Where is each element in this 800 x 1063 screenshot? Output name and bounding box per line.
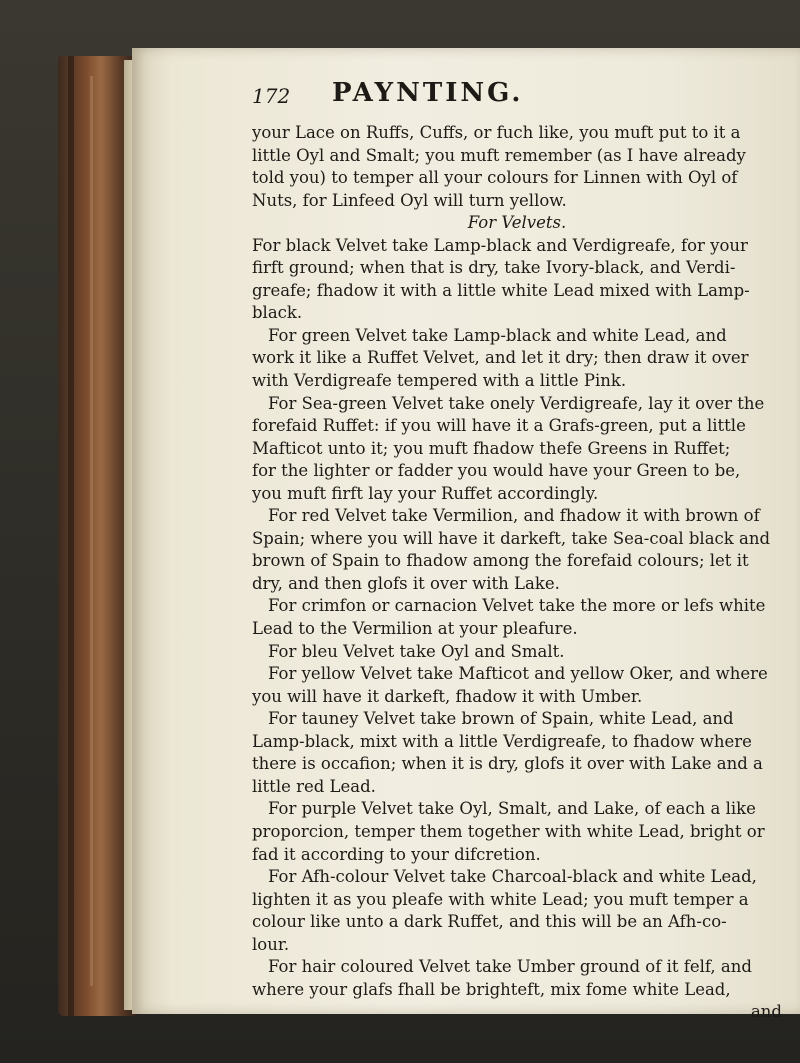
text-line: with Verdigreafe tempered with a little Pink. <box>252 371 627 391</box>
text-line: For hair coloured Velvet take Umber ground of it felf, and <box>268 957 752 977</box>
page-number: 172 <box>252 84 291 108</box>
text-line: greafe; fhadow it with a little white Lead mixed with Lamp- <box>252 280 750 300</box>
running-title: PAYNTING. <box>332 78 524 108</box>
page-header <box>252 78 782 114</box>
text-line: for the lighter or fadder you would have your Green to be, <box>252 461 741 481</box>
text-line: work it like a Ruffet Velvet, and let it dry; then draw it over <box>252 348 749 368</box>
text-line: and <box>750 1002 782 1022</box>
page-content <box>252 78 782 1024</box>
book-page <box>132 48 800 1022</box>
text-line: proporcion, temper them together with white Lead, bright or <box>252 821 765 841</box>
text-line: your Lace on Ruffs, Cuffs, or fuch like, you muft put to it a <box>252 123 741 142</box>
text-line: Lead to the Vermilion at your pleafure. <box>252 619 578 639</box>
text-line: For Afh-colour Velvet take Charcoal-black and white Lead, <box>268 867 757 887</box>
text-line: For Sea-green Velvet take onely Verdigreafe, lay it over the <box>268 393 765 413</box>
text-line: For crimfon or carnacion Velvet take the more or lefs white <box>268 596 766 616</box>
text-line: For bleu Velvet take Oyl and Smalt. <box>268 641 565 661</box>
text-line: where your glafs fhall be brighteft, mix fome white Lead, <box>252 979 731 999</box>
text-line: For yellow Velvet take Mafticot and yellow Oker, and where <box>268 664 768 684</box>
text-line: little Oyl and Smalt; you muft remember (as I have already <box>252 145 746 165</box>
text-line: dry, and then glofs it over with Lake. <box>252 573 560 593</box>
text-line: you muft firft lay your Ruffet accordingly. <box>252 483 599 503</box>
text-line: told you) to temper all your colours for Linnen with Oyl of <box>252 168 738 188</box>
text-line: Mafticot unto it; you muft fhadow thefe Greens in Ruffet; <box>252 438 731 458</box>
text-line: For purple Velvet take Oyl, Smalt, and Lake, of each a like <box>268 799 756 819</box>
text-line: there is occafion; when it is dry, glofs it over with Lake and a <box>252 754 763 774</box>
text-line: Nuts, for Linfeed Oyl will turn yellow. <box>252 190 567 210</box>
text-line: black. <box>252 303 303 323</box>
text-line: brown of Spain to fhadow among the forefaid colours; let it <box>252 551 749 571</box>
text-line: you will have it darkeft, fhadow it with Umber. <box>252 686 643 706</box>
body-text <box>252 122 782 1024</box>
text-line: firft ground; when that is dry, take Ivory-black, and Verdi- <box>252 258 736 278</box>
text-line: little red Lead. <box>252 776 376 796</box>
text-line: lighten it as you pleafe with white Lead; you muft temper a <box>252 889 749 909</box>
text-line: For tauney Velvet take brown of Spain, white Lead, and <box>268 709 734 729</box>
text-line: Spain; where you will have it darkeft, take Sea-coal black and <box>252 528 771 548</box>
text-line: Lamp-black, mixt with a little Verdigreafe, to fhadow where <box>252 731 752 751</box>
text-line: lour. <box>252 934 290 954</box>
text-line: forefaid Ruffet: if you will have it a Grafs-green, put a little <box>252 416 746 436</box>
text-line: fad it according to your difcretion. <box>252 844 541 864</box>
text-line: For red Velvet take Vermilion, and fhadow it with brown of <box>268 506 760 526</box>
section-heading: For Velvets. <box>467 213 567 233</box>
text-line: colour like unto a dark Ruffet, and this will be an Afh-co- <box>252 912 727 932</box>
text-line: For green Velvet take Lamp-black and white Lead, and <box>268 325 727 345</box>
text-line: For black Velvet take Lamp-black and Verdigreafe, for your <box>252 235 748 255</box>
